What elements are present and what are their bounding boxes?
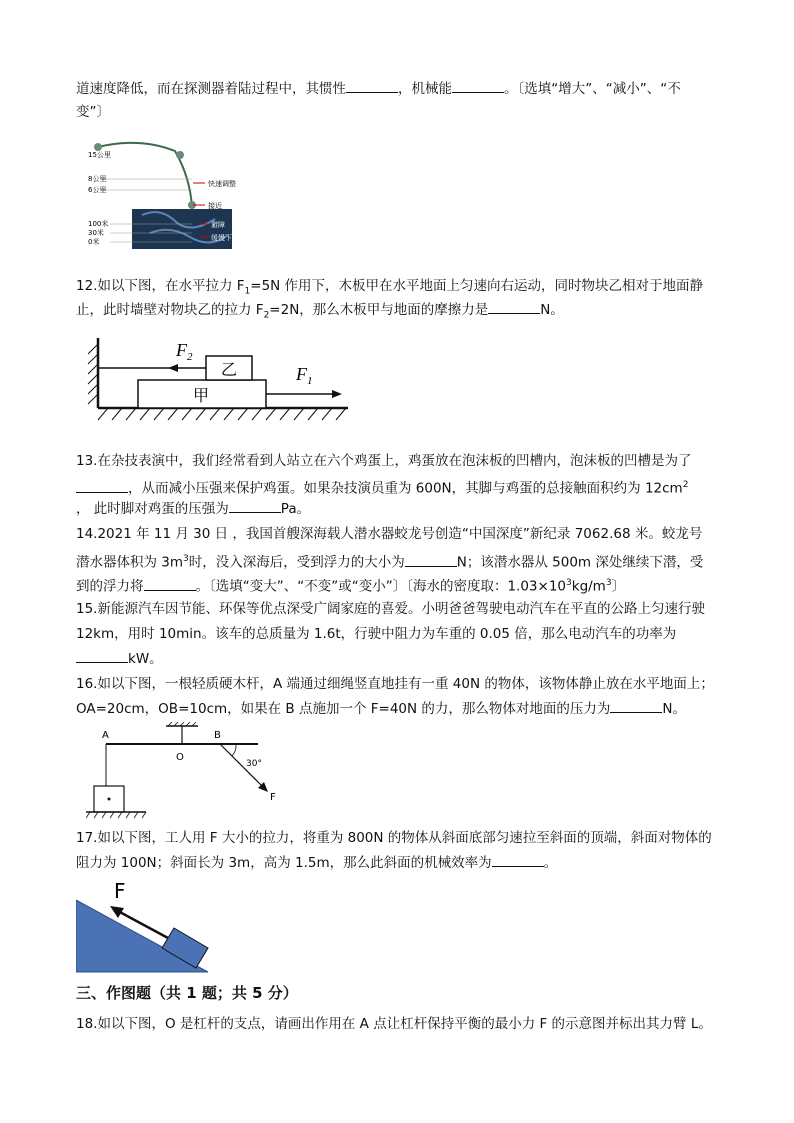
q14-line-2 — [76, 550, 703, 572]
text: 。 — [543, 855, 558, 871]
text: ，机械能 — [398, 81, 452, 97]
stage-label: 快速调整 — [208, 180, 236, 188]
arrow-left-icon — [168, 364, 178, 372]
q15-line-3 — [76, 650, 163, 668]
text: 道速度降低，而在探测器着陆过程中，其惯性 — [76, 81, 346, 97]
stage-label: 缓慢下降 — [211, 234, 239, 242]
text: 止，此时墙壁对物块乙的拉力 F — [76, 302, 264, 318]
label-yi: 乙 — [221, 360, 238, 379]
answer-blank[interactable] — [488, 301, 540, 314]
subscript: 2 — [263, 310, 270, 321]
height-label: 30米 — [88, 229, 104, 237]
q16-line-2 — [76, 700, 686, 718]
text: 。〔选填“增大”、“减小”、“不 — [504, 81, 681, 97]
q17-incline-figure — [76, 878, 226, 974]
q14-line-3 — [76, 574, 625, 596]
label-f2: $F_2$ — [176, 340, 193, 363]
lander-descent-figure — [80, 137, 280, 252]
q18-line: 18.如以下图，O 是杠杆的支点，请画出作用在 A 点让杠杆保持平衡的最小力 F 的示意图并标出其力臂 L。 — [76, 1016, 712, 1032]
text: N。 — [662, 701, 687, 717]
height-label: 8公里 — [88, 175, 107, 183]
angle-arc — [232, 744, 236, 756]
ground-hatching — [98, 408, 346, 420]
subscript: 1 — [244, 286, 251, 297]
intro-line-1 — [76, 80, 681, 98]
q15-line-1: 15.新能源汽车因节能、环保等优点深受广阔家庭的喜爱。小明爸爸驾驶电动汽车在平直的公路上匀速行驶 — [76, 601, 705, 617]
height-label: 6公里 — [88, 186, 107, 194]
answer-blank[interactable] — [405, 554, 457, 567]
label-f: F — [270, 792, 276, 803]
answer-blank[interactable] — [610, 700, 662, 713]
intro-line-2: 变”〕 — [76, 104, 110, 120]
q16-lever-figure — [86, 722, 286, 822]
label-o: O — [176, 752, 184, 763]
q13-line-3 — [76, 500, 310, 518]
superscript: 3 — [183, 554, 189, 564]
superscript: 3 — [605, 578, 612, 588]
section-heading: 三、作图题（共 1 题；共 5 分） — [76, 984, 298, 1002]
label-f: F — [114, 879, 126, 903]
height-label: 15公里 — [88, 151, 111, 159]
text: kg/m — [571, 578, 606, 595]
q12-line-1 — [76, 277, 703, 301]
superscript: 3 — [566, 578, 572, 588]
q14-line-1: 14.2021 年 11 月 30 日 ，我国首艘深海载人潜水器蛟龙号创造“中国深度”新纪录 7062.68 米。蛟龙号 — [76, 526, 703, 542]
text: ，从而减小压强来保护鸡蛋。如果杂技演员重为 600N，其脚与鸡蛋的总接触面积约为 12cm — [128, 480, 683, 497]
superscript: 2 — [682, 480, 689, 490]
text: =2N，那么木板甲与地面的摩擦力是 — [269, 302, 489, 318]
answer-blank[interactable] — [76, 650, 128, 663]
wall-hatching — [88, 344, 98, 404]
text: ， 此时脚对鸡蛋的压强为 — [76, 501, 229, 517]
object-dot — [108, 798, 111, 801]
lunar-surface — [132, 209, 232, 249]
answer-blank[interactable] — [346, 80, 398, 93]
text: OA=20cm，OB=10cm，如果在 B 点施加一个 F=40N 的力，那么物体对地面的压力为 — [76, 701, 611, 717]
answer-blank[interactable] — [144, 578, 196, 591]
q13-line-2 — [76, 476, 688, 498]
q12-line-2 — [76, 301, 564, 325]
answer-blank[interactable] — [229, 500, 281, 513]
q17-line-2 — [76, 854, 557, 872]
lander-icon — [176, 151, 184, 159]
height-label: 0米 — [88, 238, 100, 246]
text: 时，没入深海后，受到浮力的大小为 — [188, 554, 405, 571]
label-angle: 30° — [246, 759, 262, 769]
text: N。 — [540, 302, 564, 318]
label-f1: $F_1$ — [296, 364, 313, 387]
q12-friction-figure — [86, 334, 366, 426]
height-label: 100米 — [88, 220, 109, 228]
text: kW。 — [128, 651, 163, 667]
answer-blank[interactable] — [76, 480, 128, 493]
text: N；该潜水器从 500m 深处继续下潜，受 — [456, 554, 704, 571]
text: 潜水器体积为 3m — [76, 554, 184, 571]
arrow-right-icon — [332, 390, 342, 398]
q17-line-1: 17.如以下图，工人用 F 大小的拉力，将重为 800N 的物体从斜面底部匀速拉至斜面的顶端，斜面对物体的 — [76, 830, 712, 846]
text: 〕 — [611, 578, 626, 595]
floor-hatching — [86, 812, 146, 818]
text: 到的浮力将 — [76, 578, 144, 595]
label-jia: 甲 — [193, 386, 210, 405]
q15-line-2: 12km，用时 10min。该车的总质量为 1.6t，行驶中阻力为车重的 0.05 倍，那么电动汽车的功率为 — [76, 626, 677, 642]
lander-icon — [94, 143, 102, 151]
text: =5N 作用下，木板甲在水平地面上匀速向右运动，同时物块乙相对于地面静 — [250, 278, 704, 294]
stage-label: 接近 — [208, 202, 222, 210]
q16-line-1: 16.如以下图，一根轻质硬木杆，A 端通过细绳竖直地挂有一重 40N 的物体，该物体静止放在水平地面上； — [76, 676, 714, 692]
label-a: A — [102, 730, 109, 741]
text: Pa。 — [280, 501, 311, 517]
answer-blank[interactable] — [452, 80, 504, 93]
answer-blank[interactable] — [492, 854, 544, 867]
q13-line-1: 13.在杂技表演中，我们经常看到人站立在六个鸡蛋上，鸡蛋放在泡沫板的凹槽内，泡沫板的凹槽是为了 — [76, 453, 692, 469]
text: 。〔选填“变大”、“不变”或“变小”〕〔海水的密度取：1.03×10 — [195, 578, 567, 595]
stage-label: 避障 — [211, 221, 225, 229]
text: 12.如以下图，在水平拉力 F — [76, 278, 245, 294]
text: 阻力为 100N；斜面长为 3m，高为 1.5m，那么此斜面的机械效率为 — [76, 855, 492, 871]
label-b: B — [214, 730, 221, 741]
